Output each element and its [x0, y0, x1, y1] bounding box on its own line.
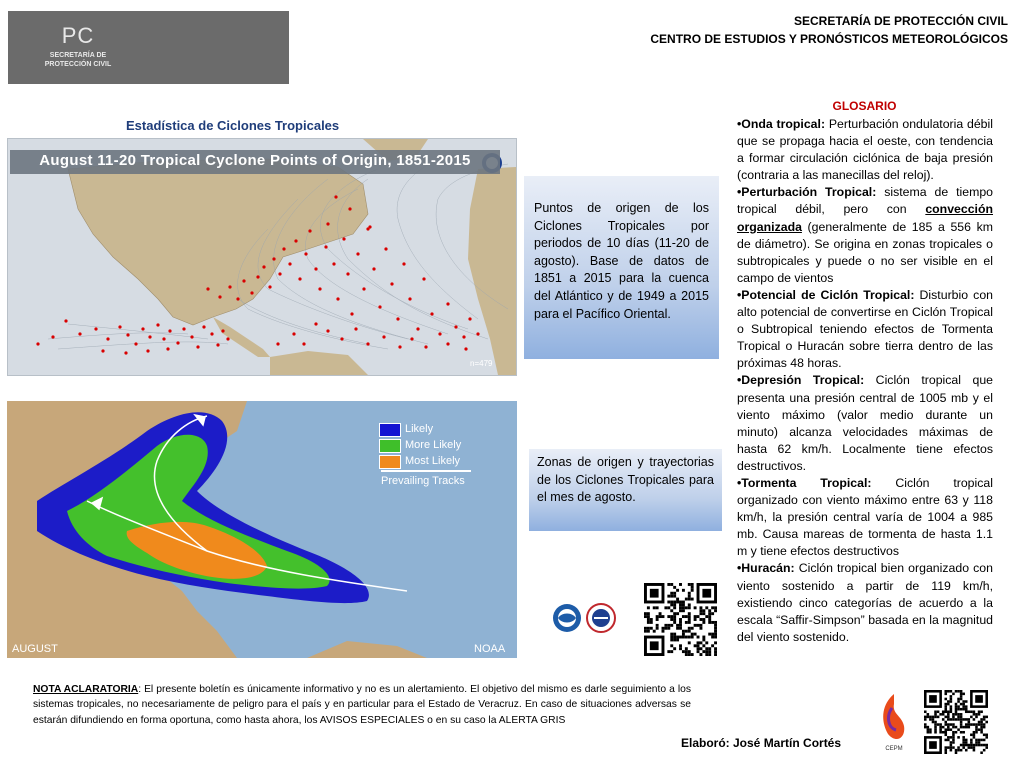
map2-source-label: NOAA	[474, 643, 506, 655]
def-tormenta: Ciclón tropical organizado con viento máximo entre 63 y 118 km/h, la presión central varía de 1004 a 985 mb. Causa mareas de tormenta de hasta 1.1 m y tiene efectos destructivos	[737, 475, 993, 559]
def-perturbacion-1: sistema de tiempo tropical débil, pero con	[737, 185, 993, 217]
zones-caption	[529, 449, 722, 531]
logo-abbr: PC	[61, 23, 95, 48]
term-perturbacion: •Perturbación Tropical:	[737, 185, 877, 200]
zones-caption-text: Zonas de origen y trayectorias de los Ciclones Tropicales para el mes de agosto.	[537, 455, 714, 505]
legend-swatch-likely	[379, 423, 401, 437]
logo-line2: PROTECCIÓN CIVIL	[44, 61, 112, 68]
term-potencial: •Potencial de Ciclón Tropical:	[737, 287, 915, 302]
glossary-potencial	[737, 287, 993, 372]
nws-logo-icon	[586, 603, 616, 633]
origin-points-caption	[524, 176, 719, 359]
map1-count: n=479	[470, 359, 493, 368]
nws-logo	[586, 603, 616, 633]
header-title-2: CENTRO DE ESTUDIOS Y PRONÓSTICOS METEOROLÓGICOS	[650, 32, 1008, 46]
cepm-logo-icon	[876, 690, 912, 754]
def-depresion: Ciclón tropical que presenta una presión central de 1005 mb y el viento máximo (valor medio durante un minuto) alcanza velocidades máximas de hasta 62 km/h. Localmente tiene efectos destructivos.	[737, 373, 993, 473]
author-credit: Elaboró: José Martín Cortés	[681, 736, 842, 750]
logo-caption	[8, 51, 148, 69]
nota-aclaratoria	[33, 682, 691, 728]
def-perturbacion-2: (generalmente de 185 a 556 km de diámetro). Se origina en zonas tropicales o subtropicales y puede o no ser visible en el campo de vientos	[737, 219, 993, 285]
qr-code-1[interactable]	[644, 583, 717, 656]
legend-swatch-more-likely	[379, 439, 401, 453]
qr-code-1-graphic	[644, 583, 717, 656]
glossary-perturbacion	[737, 184, 993, 287]
map1-title: August 11-20 Tropical Cyclone Points of Origin, 1851-2015	[39, 152, 471, 169]
qr-code-2[interactable]	[924, 690, 990, 754]
noaa-logo-icon	[552, 603, 582, 633]
logo-line1: SECRETARÍA DE	[49, 52, 107, 59]
legend-swatch-most-likely	[379, 455, 401, 469]
noaa-logo	[552, 603, 582, 633]
glossary	[737, 116, 993, 646]
glossary-onda	[737, 116, 993, 184]
legend-prevailing-tracks: Prevailing Tracks	[381, 475, 465, 487]
def-onda: Perturbación ondulatoria débil que se propaga hacia el oeste, con tendencia a formar circulación ciclónica de baja presión (contraria a las manecillas del reloj).	[737, 117, 993, 183]
origin-points-caption-text: Puntos de origen de los Ciclones Tropicales por periodos de 10 días (11-20 de agosto). Base de datos de 1851 a 2015 para la cuenca del Atlántico y de 1949 a 2015 para el Pacífico Oriental.	[534, 201, 709, 321]
glossary-huracan	[737, 560, 993, 645]
term-onda: •Onda tropical:	[737, 117, 826, 131]
legend-track-line	[381, 470, 471, 472]
glossary-title: GLOSARIO	[832, 99, 897, 113]
cepm-logo-label: CEPM	[885, 746, 903, 752]
legend-more-likely: More Likely	[405, 439, 462, 451]
map2-month-label: AUGUST	[12, 643, 58, 655]
stats-title: Estadística de Ciclones Tropicales	[126, 118, 340, 133]
header-title-1: SECRETARÍA DE PROTECCIÓN CIVIL	[793, 14, 1008, 28]
def-potencial: Disturbio con alto potencial de convertirse en Ciclón Tropical o Subtropical teniendo efectos de Tormenta Tropical o Huracán sobre tierra dentro de las próximas 48 horas.	[737, 287, 993, 371]
term-conveccion: convección organizada	[737, 202, 993, 234]
cepm-logo	[876, 690, 912, 754]
qr-code-2-graphic	[924, 690, 990, 754]
term-huracan: •Huracán:	[737, 561, 795, 576]
pc-logo	[8, 11, 289, 84]
def-huracan: Ciclón tropical bien organizado con viento sostenido a partir de 119 km/h, existiendo cinco categorías de acuerdo a la escala “Saffir-Simpson” basada en la magnitud del viento sostenido.	[737, 561, 993, 644]
origin-map-graphic	[8, 139, 516, 375]
legend-likely: Likely	[405, 423, 434, 435]
term-tormenta: •Tormenta Tropical:	[737, 475, 872, 490]
term-depresion: •Depresión Tropical:	[737, 373, 865, 388]
glossary-depresion	[737, 372, 993, 475]
legend-most-likely: Most Likely	[405, 455, 461, 467]
glossary-tormenta	[737, 475, 993, 560]
nota-label: NOTA ACLARATORIA	[33, 684, 139, 695]
nota-text: : El presente boletín es únicamente informativo y no es un alertamiento. El objetivo del mismo es darle seguimiento a los sistemas tropicales, no necesariamente de peligro para el país y en particular para el Estado de Veracruz. En caso de situaciones adversas se estarán difundiendo en forma oportuna, como hasta ahora, los AVISOS ESPECIALES o en su caso la ALERTA GRIS	[33, 684, 691, 726]
